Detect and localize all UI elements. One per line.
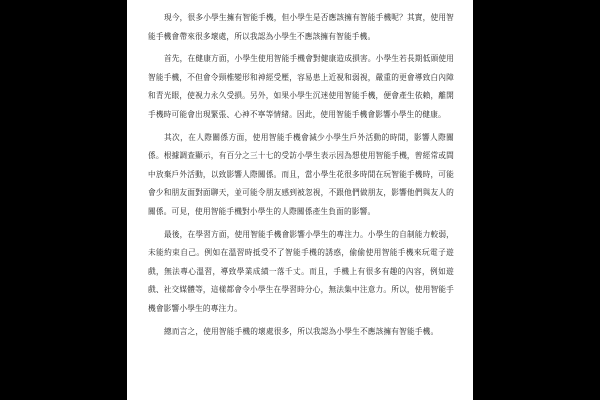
paragraph-learning: 最後，在學習方面，使用智能手機會影響小學生的專注力。小學生的自制能力較弱，未能約束自己。例如在溫習時抵受不了智能手機的誘惑，偷偷使用智能手機來玩電子遊戲，無法專心溫習，導致學業成績一落千丈。而且，手機上有很多有趣的內容，例如遊戲、社交媒體等，這樣都會令小學生在學習時分心，無法集中注意力。所以，使用智能手機會影響小學生的專注力。 (148, 229, 454, 313)
document-page (127, 0, 473, 400)
essay-body (148, 9, 454, 341)
paragraph-relationships: 其次，在人際關係方面，使用智能手機會減少小學生戶外活動的時間，影響人際關係。根據調查顯示，有百分之三十七的受訪小學生表示因為想使用智能手機，曾經常或間中放棄戶外活動，以致影響人際關係。而且，當小學生花很多時間在玩智能手機時，可能會少和朋友面對面聊天，並可能令朋友感到被忽視，不跟他們做朋友，影響他們與友人的關係。可見，使用智能手機對小學生的人際關係產生負面的影響。 (148, 132, 454, 216)
paragraph-intro: 現今，很多小學生擁有智能手機，但小學生是否應該擁有智能手機呢？其實，使用智能手機會帶來很多壞處，所以我認為小學生不應該擁有智能手機。 (148, 13, 454, 41)
paragraph-health: 首先，在健康方面，小學生使用智能手機會對健康造成損害。小學生若長期低頭使用智能手機，不但會令頸椎變形和神經受壓，容易患上近視和弱視，嚴重的更會導致白內障和青光眼，使視力永久受損。另外，如果小學生沉迷使用智能手機，便會產生依賴，離開手機時可能會出現緊張、心神不寧等情緒。因此，使用智能手機會影響小學生的健康。 (148, 54, 454, 119)
paragraph-conclusion: 總而言之，使用智能手機的壞處很多，所以我認為小學生不應該擁有智能手機。 (164, 326, 439, 336)
